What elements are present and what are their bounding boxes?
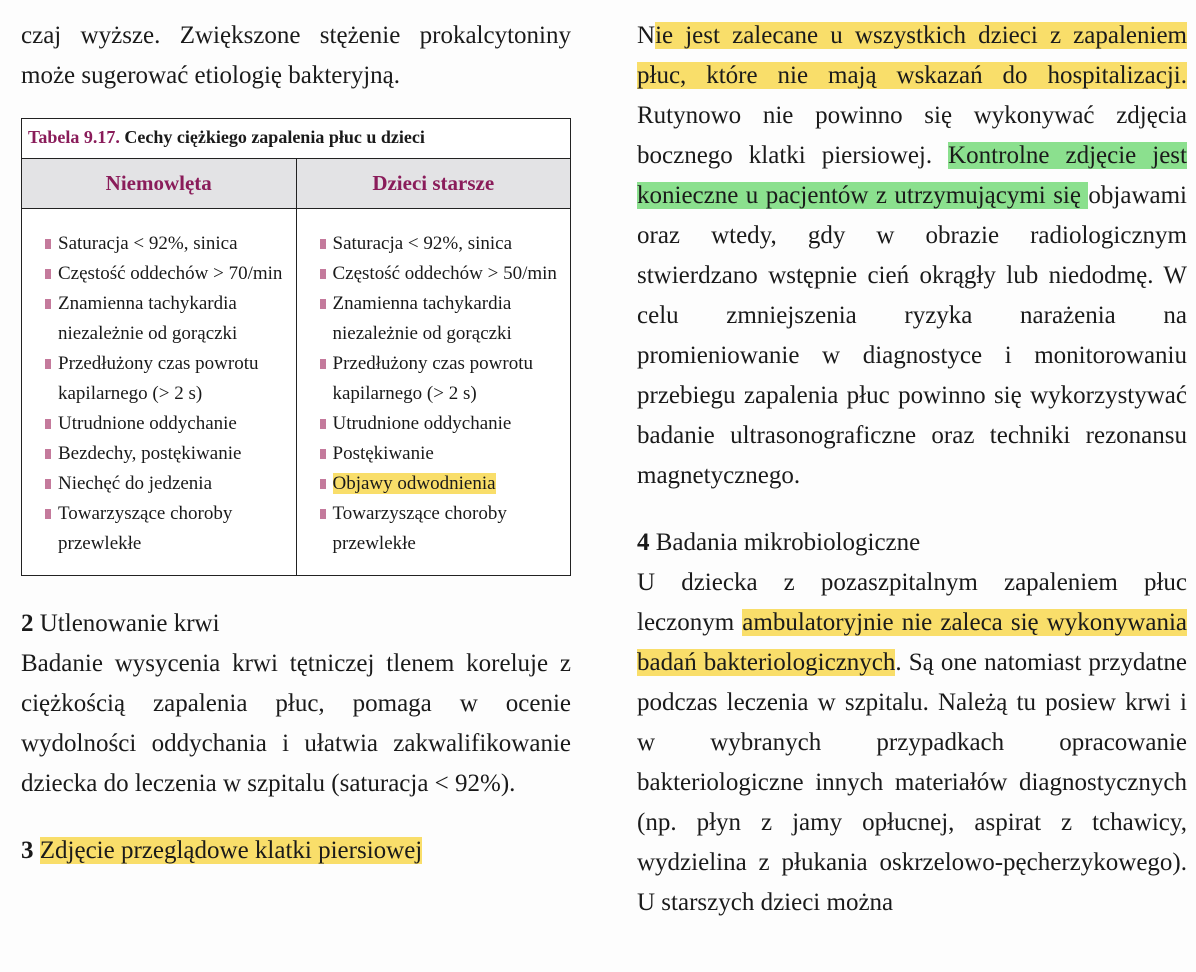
list-item: Saturacja < 92%, sinica bbox=[317, 229, 565, 259]
highlighted-text: ie jest zalecane u wszystkich dzieci z zapaleniem płuc, które nie mają wskazań do hospitalizacji. bbox=[637, 22, 1187, 89]
table-label: Tabela 9.17. bbox=[28, 127, 120, 147]
highlighted-item-text: Objawy odwodnienia bbox=[332, 473, 496, 494]
list-item: Utrudnione oddychanie bbox=[42, 409, 290, 439]
list-item: Znamienna tachykardia niezależnie od gorączki bbox=[317, 289, 565, 349]
table-title: Cechy ciężkiego zapalenia płuc u dzieci bbox=[124, 127, 425, 147]
table-cell-older-children bbox=[296, 209, 571, 576]
section-2-paragraph: Badanie wysycenia krwi tętniczej tlenem koreluje z ciężkością zapalenia płuc, pomaga w ocenie wydolności oddychania i ułatwia zakwalifikowanie dziecka do leczenia w szpitalu (saturacja < 92%). bbox=[21, 650, 571, 797]
section-title: Badania mikrobiologiczne bbox=[655, 529, 921, 556]
list-item: Niechęć do jedzenia bbox=[42, 469, 290, 499]
text-run: N bbox=[637, 22, 656, 49]
list-item: Częstość oddechów > 50/min bbox=[317, 259, 565, 289]
text-run: . Są one natomiast przydatne podczas leczenia w szpitalu. Należą tu posiew krwi i w wybranych przypadkach opracowanie bakteriologiczne innych materiałów diagnostycznych (np. płyn z jamy opłucnej, aspirat z tchawicy, wydzielina z płukania oskrzelowo-pęcherzykowego). U starszych dzieci można bbox=[637, 649, 1187, 916]
right-column bbox=[637, 16, 1187, 923]
list-item: Przedłużony czas powrotu kapilarnego (> 2 s) bbox=[42, 349, 290, 409]
text-run: objawami oraz wtedy, gdy w obrazie radiologicznym stwierdzano wstępnie cień okrągły lub niedodmę. W celu zmniejszenia ryzyka narażenia na promieniowanie w diagnostyce i monitorowaniu przebiegu zapalenia płuc powinno się wykorzystywać badanie ultrasonograficzne oraz techniki rezonansu magnetycznego. bbox=[637, 182, 1187, 489]
list-item: Postękiwanie bbox=[317, 439, 565, 469]
section-number: 3 bbox=[21, 837, 34, 864]
list-item: Towarzyszące choroby przewlekłe bbox=[42, 499, 290, 559]
highlighted-text-green: Kontrolne zdjęcie jest konieczne u pacjentów z utrzymującymi się bbox=[637, 142, 1187, 209]
list-item: Bezdechy, postękiwanie bbox=[42, 439, 290, 469]
list-item: Znamienna tachykardia niezależnie od gorączki bbox=[42, 289, 290, 349]
intro-paragraph: czaj wyższe. Zwiększone stężenie prokalcytoniny może sugerować etiologię bakteryjną. bbox=[21, 22, 571, 89]
list-item: Saturacja < 92%, sinica bbox=[42, 229, 290, 259]
section-number: 2 bbox=[21, 610, 34, 637]
table-header-older-children: Dzieci starsze bbox=[296, 159, 571, 209]
section-2-heading bbox=[21, 604, 571, 644]
section-4-heading bbox=[637, 523, 1187, 563]
table-cell-infants bbox=[22, 209, 297, 576]
microbiology-paragraph bbox=[637, 563, 1187, 923]
list-item: Utrudnione oddychanie bbox=[317, 409, 565, 439]
text-run: Rutynowo nie powinno się wykonywać zdjęcia bocznego klatki piersiowej. bbox=[637, 102, 1187, 169]
list-item: Częstość oddechów > 70/min bbox=[42, 259, 290, 289]
highlighted-text: ambulatoryjnie nie zaleca się wykonywania badań bakteriologicznych bbox=[637, 609, 1187, 676]
list-item: Przedłużony czas powrotu kapilarnego (> 2 s) bbox=[317, 349, 565, 409]
section-3-heading bbox=[21, 831, 571, 871]
list-item bbox=[317, 469, 565, 499]
table-caption bbox=[22, 119, 571, 159]
left-column bbox=[21, 16, 571, 871]
section-number: 4 bbox=[637, 529, 650, 556]
section-title: Utlenowanie krwi bbox=[39, 610, 220, 637]
list-item: Towarzyszące choroby przewlekłe bbox=[317, 499, 565, 559]
section-title: Zdjęcie przeglądowe klatki piersiowej bbox=[39, 837, 423, 864]
table-header-infants: Niemowlęta bbox=[22, 159, 297, 209]
severity-table bbox=[21, 118, 571, 576]
xray-paragraph bbox=[637, 16, 1187, 496]
text-run: U dziecka z pozaszpitalnym zapaleniem płuc leczonym bbox=[637, 569, 1187, 636]
